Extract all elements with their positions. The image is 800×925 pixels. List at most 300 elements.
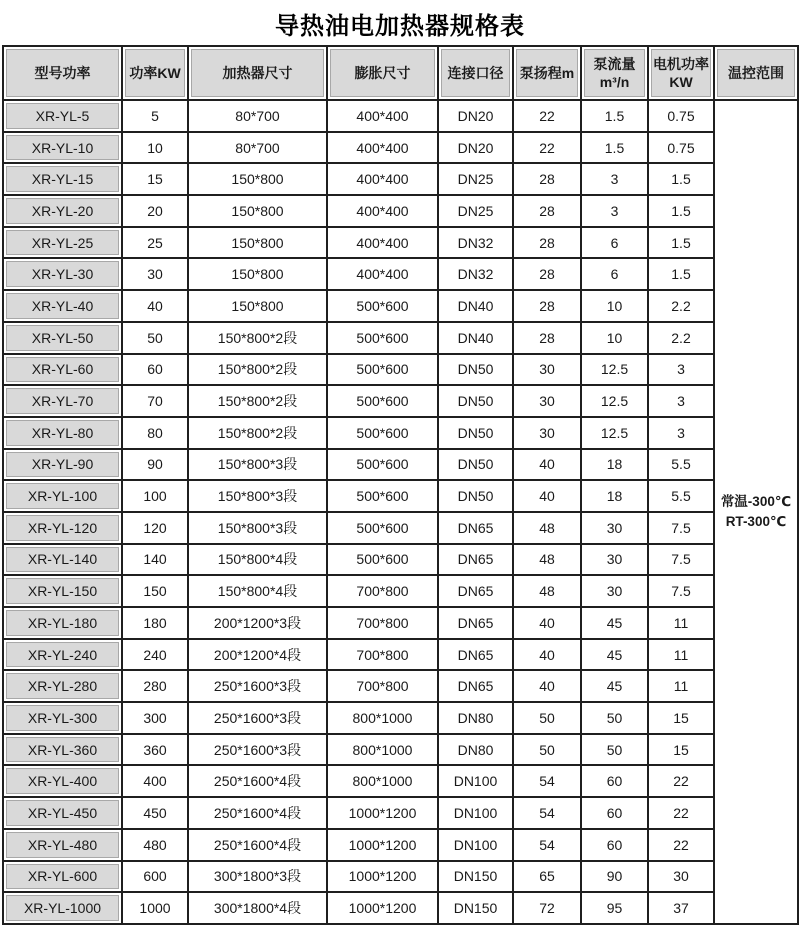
- value-cell: 15: [122, 163, 188, 195]
- value-cell: 22: [648, 797, 714, 829]
- value-cell: 90: [581, 861, 648, 893]
- value-cell: 40: [513, 607, 581, 639]
- value-cell: DN100: [438, 797, 513, 829]
- model-fill: [6, 515, 119, 541]
- value-cell: 80*700: [188, 132, 327, 164]
- model-label: XR-YL-280: [27, 678, 98, 695]
- value-cell: DN20: [438, 100, 513, 132]
- value-cell: 800*1000: [327, 734, 438, 766]
- value-cell: 40: [513, 639, 581, 671]
- value-cell: 30: [122, 258, 188, 290]
- value-cell: 60: [581, 765, 648, 797]
- table-row: [3, 734, 798, 766]
- value-cell: 140: [122, 544, 188, 576]
- model-cell: [3, 480, 122, 512]
- table-row: [3, 258, 798, 290]
- value-cell: 150*800*2段: [188, 322, 327, 354]
- model-fill: [6, 135, 119, 161]
- value-cell: 240: [122, 639, 188, 671]
- value-cell: DN50: [438, 449, 513, 481]
- value-cell: 300*1800*3段: [188, 861, 327, 893]
- value-cell: DN65: [438, 607, 513, 639]
- value-cell: 48: [513, 512, 581, 544]
- value-cell: 15: [648, 734, 714, 766]
- model-label: XR-YL-100: [27, 488, 98, 505]
- value-cell: 1000: [122, 892, 188, 924]
- table-row: [3, 702, 798, 734]
- value-cell: 400*400: [327, 195, 438, 227]
- model-fill: [6, 737, 119, 763]
- table-row: [3, 512, 798, 544]
- table-body: [3, 100, 798, 924]
- model-fill: [6, 578, 119, 604]
- header-label: 泵扬程m: [519, 65, 575, 81]
- value-cell: 500*600: [327, 544, 438, 576]
- value-cell: 80*700: [188, 100, 327, 132]
- value-cell: 11: [648, 670, 714, 702]
- value-cell: DN40: [438, 290, 513, 322]
- value-cell: DN50: [438, 385, 513, 417]
- header-label: 功率KW: [129, 65, 181, 81]
- value-cell: 6: [581, 227, 648, 259]
- model-fill: [6, 166, 119, 192]
- table-row: [3, 322, 798, 354]
- value-cell: DN50: [438, 417, 513, 449]
- value-cell: 1000*1200: [327, 797, 438, 829]
- model-label: XR-YL-480: [27, 836, 98, 853]
- model-label: XR-YL-450: [27, 804, 98, 821]
- value-cell: 3: [648, 354, 714, 386]
- value-cell: 22: [513, 100, 581, 132]
- value-cell: 3: [648, 385, 714, 417]
- model-cell: [3, 829, 122, 861]
- column-header-7: [581, 46, 648, 100]
- model-fill: [6, 800, 119, 826]
- model-cell: [3, 861, 122, 893]
- column-header-4: [327, 46, 438, 100]
- value-cell: 500*600: [327, 385, 438, 417]
- value-cell: 150: [122, 575, 188, 607]
- value-cell: 360: [122, 734, 188, 766]
- value-cell: 150*800: [188, 227, 327, 259]
- table-row: [3, 892, 798, 924]
- value-cell: 10: [581, 322, 648, 354]
- value-cell: 25: [122, 227, 188, 259]
- model-fill: [6, 610, 119, 636]
- value-cell: 20: [122, 195, 188, 227]
- value-cell: 400: [122, 765, 188, 797]
- value-cell: 700*800: [327, 575, 438, 607]
- model-fill: [6, 325, 119, 351]
- value-cell: 12.5: [581, 385, 648, 417]
- value-cell: DN100: [438, 829, 513, 861]
- table-row: [3, 861, 798, 893]
- value-cell: 1.5: [648, 258, 714, 290]
- model-cell: [3, 449, 122, 481]
- value-cell: 150*800*3段: [188, 480, 327, 512]
- value-cell: 72: [513, 892, 581, 924]
- value-cell: 500*600: [327, 417, 438, 449]
- header-fill: [6, 49, 119, 97]
- table-row: [3, 227, 798, 259]
- value-cell: 65: [513, 861, 581, 893]
- header-fill: [441, 49, 510, 97]
- model-label: XR-YL-140: [27, 551, 98, 568]
- model-fill: [6, 230, 119, 256]
- value-cell: 400*400: [327, 163, 438, 195]
- value-cell: 1000*1200: [327, 861, 438, 893]
- value-cell: 30: [581, 544, 648, 576]
- value-cell: 22: [513, 132, 581, 164]
- table-header: [3, 46, 798, 100]
- model-cell: [3, 227, 122, 259]
- model-label: XR-YL-1000: [23, 900, 102, 917]
- header-label: KW: [669, 74, 693, 90]
- model-fill: [6, 293, 119, 319]
- value-cell: 95: [581, 892, 648, 924]
- value-cell: 1.5: [581, 132, 648, 164]
- value-cell: 250*1600*4段: [188, 829, 327, 861]
- value-cell: 28: [513, 258, 581, 290]
- value-cell: 250*1600*3段: [188, 702, 327, 734]
- value-cell: DN65: [438, 670, 513, 702]
- value-cell: 400*400: [327, 227, 438, 259]
- model-label: XR-YL-5: [35, 107, 90, 124]
- value-cell: 500*600: [327, 449, 438, 481]
- model-label: XR-YL-20: [31, 202, 94, 219]
- value-cell: DN65: [438, 512, 513, 544]
- model-label: XR-YL-150: [27, 583, 98, 600]
- model-cell: [3, 195, 122, 227]
- value-cell: 60: [581, 829, 648, 861]
- model-cell: [3, 639, 122, 671]
- model-fill: [6, 198, 119, 224]
- value-cell: DN32: [438, 227, 513, 259]
- value-cell: 50: [513, 702, 581, 734]
- table-row: [3, 195, 798, 227]
- value-cell: 150*800*4段: [188, 575, 327, 607]
- model-label: XR-YL-40: [31, 297, 94, 314]
- value-cell: 7.5: [648, 575, 714, 607]
- value-cell: 2.2: [648, 290, 714, 322]
- header-row: [3, 46, 798, 100]
- column-header-8: [648, 46, 714, 100]
- value-cell: DN20: [438, 132, 513, 164]
- column-header-2: [122, 46, 188, 100]
- header-label: 加热器尺寸: [222, 65, 293, 81]
- model-cell: [3, 544, 122, 576]
- header-label: 型号功率: [34, 65, 91, 81]
- value-cell: 250*1600*4段: [188, 797, 327, 829]
- value-cell: 700*800: [327, 639, 438, 671]
- model-cell: [3, 797, 122, 829]
- value-cell: 30: [581, 575, 648, 607]
- table-row: [3, 132, 798, 164]
- model-label: XR-YL-10: [31, 139, 94, 156]
- value-cell: 500*600: [327, 512, 438, 544]
- value-cell: 22: [648, 829, 714, 861]
- column-header-1: [3, 46, 122, 100]
- model-fill: [6, 547, 119, 573]
- value-cell: 10: [581, 290, 648, 322]
- model-fill: [6, 768, 119, 794]
- value-cell: DN80: [438, 734, 513, 766]
- model-label: XR-YL-70: [31, 393, 94, 410]
- model-fill: [6, 388, 119, 414]
- value-cell: DN50: [438, 480, 513, 512]
- value-cell: DN32: [438, 258, 513, 290]
- value-cell: 1.5: [581, 100, 648, 132]
- header-label: m³/n: [599, 74, 630, 90]
- value-cell: 150*800*2段: [188, 385, 327, 417]
- value-cell: 80: [122, 417, 188, 449]
- value-cell: 12.5: [581, 354, 648, 386]
- value-cell: 280: [122, 670, 188, 702]
- model-cell: [3, 670, 122, 702]
- value-cell: 3: [581, 163, 648, 195]
- value-cell: 30: [648, 861, 714, 893]
- value-cell: 54: [513, 797, 581, 829]
- model-cell: [3, 734, 122, 766]
- column-header-9: [714, 46, 798, 100]
- model-cell: [3, 702, 122, 734]
- value-cell: 250*1600*4段: [188, 765, 327, 797]
- value-cell: 2.2: [648, 322, 714, 354]
- value-cell: 300*1800*4段: [188, 892, 327, 924]
- model-label: XR-YL-90: [31, 456, 94, 473]
- value-cell: 120: [122, 512, 188, 544]
- model-label: XR-YL-400: [27, 773, 98, 790]
- model-label: XR-YL-50: [31, 329, 94, 346]
- value-cell: 0.75: [648, 100, 714, 132]
- value-cell: 5.5: [648, 480, 714, 512]
- table-row: [3, 544, 798, 576]
- model-cell: [3, 100, 122, 132]
- value-cell: 30: [581, 512, 648, 544]
- column-header-6: [513, 46, 581, 100]
- page-title: 导热油电加热器规格表: [275, 13, 525, 40]
- model-cell: [3, 512, 122, 544]
- value-cell: DN100: [438, 765, 513, 797]
- header-fill: [651, 49, 711, 97]
- model-fill: [6, 357, 119, 383]
- model-label: XR-YL-360: [27, 741, 98, 758]
- spec-table: [2, 45, 799, 925]
- header-label: 连接口径: [447, 65, 504, 81]
- value-cell: 500*600: [327, 354, 438, 386]
- value-cell: 3: [581, 195, 648, 227]
- model-cell: [3, 354, 122, 386]
- model-cell: [3, 417, 122, 449]
- value-cell: 200*1200*3段: [188, 607, 327, 639]
- value-cell: 28: [513, 290, 581, 322]
- model-label: XR-YL-240: [27, 646, 98, 663]
- model-cell: [3, 765, 122, 797]
- value-cell: 200*1200*4段: [188, 639, 327, 671]
- header-label: 泵流量: [593, 56, 636, 72]
- value-cell: 600: [122, 861, 188, 893]
- value-cell: 700*800: [327, 670, 438, 702]
- value-cell: 12.5: [581, 417, 648, 449]
- table-row: [3, 354, 798, 386]
- temp-range-cell: [714, 100, 798, 924]
- value-cell: 480: [122, 829, 188, 861]
- column-header-5: [438, 46, 513, 100]
- value-cell: 150*800*2段: [188, 354, 327, 386]
- value-cell: DN80: [438, 702, 513, 734]
- table-row: [3, 639, 798, 671]
- value-cell: 45: [581, 607, 648, 639]
- value-cell: 500*600: [327, 322, 438, 354]
- model-cell: [3, 607, 122, 639]
- model-label: XR-YL-25: [31, 234, 94, 251]
- value-cell: 54: [513, 765, 581, 797]
- model-fill: [6, 673, 119, 699]
- temp-range-line: 常温-300℃: [720, 493, 792, 509]
- header-label: 电机功率: [653, 56, 709, 72]
- value-cell: 500*600: [327, 480, 438, 512]
- header-fill: [584, 49, 645, 97]
- value-cell: 5: [122, 100, 188, 132]
- value-cell: 11: [648, 607, 714, 639]
- table-row: [3, 100, 798, 132]
- header-label: 温控范围: [728, 65, 784, 81]
- model-fill: [6, 642, 119, 668]
- model-fill: [6, 420, 119, 446]
- model-fill: [6, 452, 119, 478]
- table-row: [3, 449, 798, 481]
- value-cell: 150*800: [188, 290, 327, 322]
- value-cell: 50: [581, 702, 648, 734]
- model-fill: [6, 832, 119, 858]
- value-cell: 22: [648, 765, 714, 797]
- model-label: XR-YL-600: [27, 868, 98, 885]
- value-cell: 70: [122, 385, 188, 417]
- model-label: XR-YL-60: [31, 361, 94, 378]
- value-cell: 150*800: [188, 195, 327, 227]
- model-cell: [3, 163, 122, 195]
- value-cell: DN40: [438, 322, 513, 354]
- value-cell: DN25: [438, 195, 513, 227]
- value-cell: 450: [122, 797, 188, 829]
- model-label: XR-YL-80: [31, 424, 94, 441]
- table-row: [3, 575, 798, 607]
- value-cell: 45: [581, 639, 648, 671]
- model-fill: [6, 895, 119, 921]
- temp-range-line: RT-300℃: [725, 513, 787, 529]
- value-cell: 40: [513, 480, 581, 512]
- value-cell: 54: [513, 829, 581, 861]
- value-cell: 28: [513, 322, 581, 354]
- value-cell: 150*800: [188, 258, 327, 290]
- value-cell: 50: [122, 322, 188, 354]
- model-cell: [3, 132, 122, 164]
- model-label: XR-YL-120: [27, 519, 98, 536]
- value-cell: 150*800*2段: [188, 417, 327, 449]
- table-row: [3, 607, 798, 639]
- value-cell: 18: [581, 480, 648, 512]
- table-row: [3, 290, 798, 322]
- table-row: [3, 385, 798, 417]
- table-row: [3, 480, 798, 512]
- model-fill: [6, 103, 119, 129]
- value-cell: 3: [648, 417, 714, 449]
- value-cell: 60: [581, 797, 648, 829]
- value-cell: 150*800*4段: [188, 544, 327, 576]
- value-cell: 0.75: [648, 132, 714, 164]
- value-cell: 150*800: [188, 163, 327, 195]
- model-cell: [3, 385, 122, 417]
- value-cell: DN150: [438, 892, 513, 924]
- value-cell: 1000*1200: [327, 829, 438, 861]
- value-cell: 250*1600*3段: [188, 734, 327, 766]
- value-cell: 250*1600*3段: [188, 670, 327, 702]
- value-cell: 40: [122, 290, 188, 322]
- value-cell: 800*1000: [327, 702, 438, 734]
- value-cell: 100: [122, 480, 188, 512]
- value-cell: 800*1000: [327, 765, 438, 797]
- model-cell: [3, 322, 122, 354]
- value-cell: 30: [513, 385, 581, 417]
- value-cell: 300: [122, 702, 188, 734]
- value-cell: 30: [513, 417, 581, 449]
- model-label: XR-YL-180: [27, 614, 98, 631]
- model-fill: [6, 261, 119, 287]
- value-cell: 1.5: [648, 227, 714, 259]
- header-fill: [330, 49, 435, 97]
- value-cell: 40: [513, 449, 581, 481]
- value-cell: DN150: [438, 861, 513, 893]
- model-label: XR-YL-30: [31, 266, 94, 283]
- header-fill: [516, 49, 578, 97]
- model-label: XR-YL-300: [27, 709, 98, 726]
- model-fill: [6, 864, 119, 890]
- value-cell: 50: [513, 734, 581, 766]
- model-fill: [6, 483, 119, 509]
- table-row: [3, 670, 798, 702]
- header-fill: [125, 49, 185, 97]
- column-header-3: [188, 46, 327, 100]
- value-cell: 18: [581, 449, 648, 481]
- value-cell: 1.5: [648, 195, 714, 227]
- value-cell: 5.5: [648, 449, 714, 481]
- table-row: [3, 163, 798, 195]
- model-cell: [3, 575, 122, 607]
- value-cell: 90: [122, 449, 188, 481]
- value-cell: 15: [648, 702, 714, 734]
- header-fill: [717, 49, 795, 97]
- model-label: XR-YL-15: [31, 171, 94, 188]
- value-cell: 150*800*3段: [188, 512, 327, 544]
- value-cell: 7.5: [648, 544, 714, 576]
- table-row: [3, 829, 798, 861]
- value-cell: 500*600: [327, 290, 438, 322]
- header-label: 膨胀尺寸: [354, 65, 411, 81]
- value-cell: 48: [513, 575, 581, 607]
- value-cell: DN25: [438, 163, 513, 195]
- value-cell: 400*400: [327, 132, 438, 164]
- value-cell: 1.5: [648, 163, 714, 195]
- value-cell: 400*400: [327, 258, 438, 290]
- value-cell: 45: [581, 670, 648, 702]
- table-row: [3, 417, 798, 449]
- value-cell: 1000*1200: [327, 892, 438, 924]
- value-cell: 50: [581, 734, 648, 766]
- value-cell: 10: [122, 132, 188, 164]
- value-cell: DN50: [438, 354, 513, 386]
- value-cell: 180: [122, 607, 188, 639]
- value-cell: 28: [513, 195, 581, 227]
